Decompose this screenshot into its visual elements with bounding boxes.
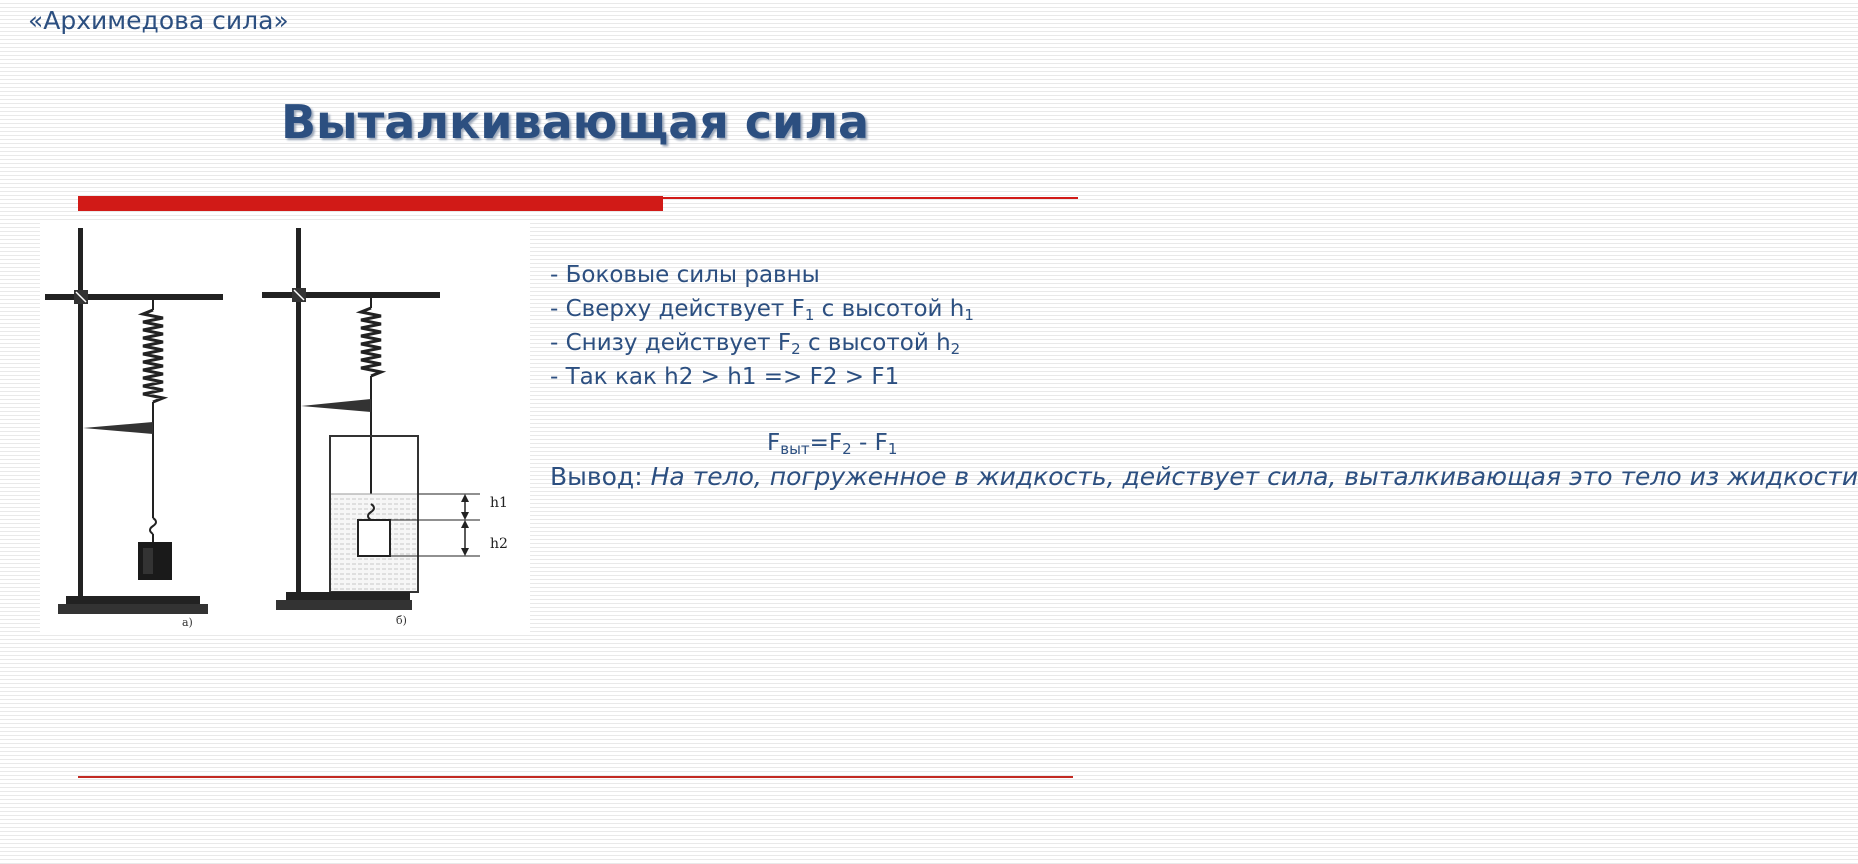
buoyant-force-formula: $F_{выт}=F_2 - F_1$ [767,430,898,458]
label-a: а) [182,616,193,629]
bullet-comparison: - Так как h2 > h1 => F2 > F1 [550,364,900,390]
apparatus-a [45,228,223,629]
conclusion [550,460,1858,494]
slide-title: Выталкивающая сила [280,95,870,149]
bullet-top-force: - Сверху действует $F_1$ с высотой $h_1$ [550,296,974,324]
explanation-text [550,258,1858,494]
bullet-bottom-force: - Снизу действует $F_2$ с высотой $h_2$ [550,330,961,358]
title-underline-thin [663,197,1078,199]
apparatus-b [262,228,508,627]
label-b: б) [396,614,407,627]
archimedes-apparatus-figure [40,222,530,632]
label-h1: h1 [490,495,508,511]
title-underline-thick [78,196,663,211]
conclusion-lead: Вывод: [550,462,651,491]
bullet-side-forces: - Боковые силы равны [550,262,820,288]
label-h2: h2 [490,536,508,552]
topic-header: «Архимедова сила» [28,6,289,35]
footer-divider [78,776,1073,778]
conclusion-body: На тело, погруженное в жидкость, действует сила, выталкивающая это тело из жидкости [650,462,1858,491]
